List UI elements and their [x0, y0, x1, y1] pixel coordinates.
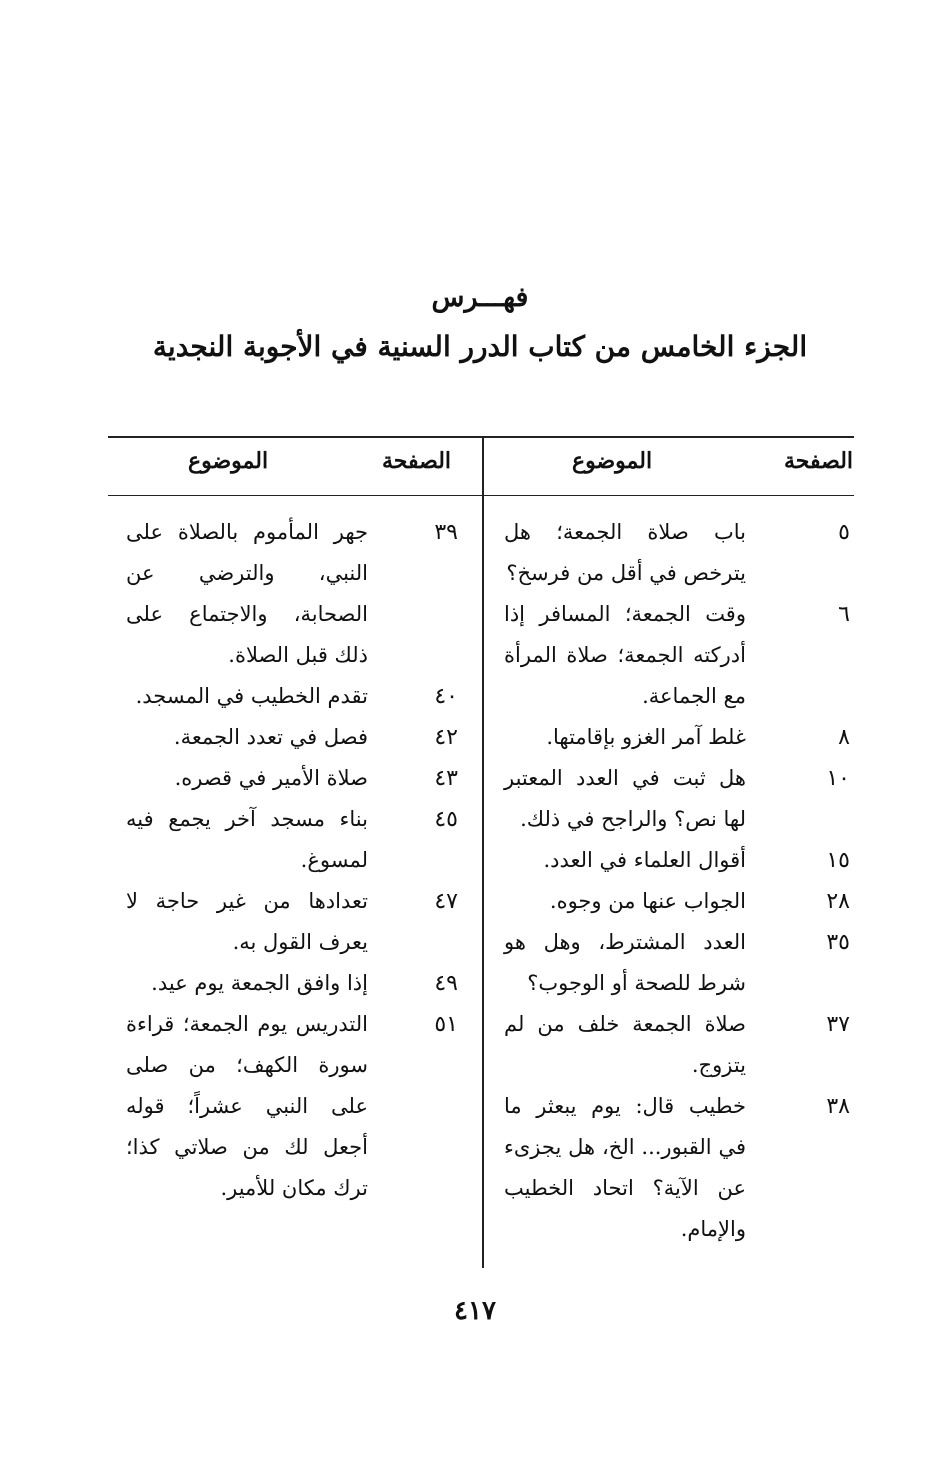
- index-entry: [500, 1004, 856, 1086]
- index-entry: [108, 799, 464, 881]
- table-header-rule: [108, 495, 854, 496]
- index-entry: [500, 512, 856, 594]
- index-entry: [500, 717, 856, 758]
- entry-page: ١٠: [826, 766, 850, 791]
- entry-topic: أقوال العلماء في العدد.: [543, 848, 746, 872]
- entry-page: ٣٧: [826, 1012, 850, 1037]
- page-subtitle: الجزء الخامس من كتاب الدرر السنية في الأجوبة النجدية: [152, 330, 808, 363]
- entry-page: ٦: [838, 602, 850, 627]
- entry-topic: غلط آمر الغزو بإقامتها.: [546, 725, 746, 749]
- entry-topic: صلاة الأمير في قصره.: [174, 766, 368, 790]
- entry-topic: جهر المأموم بالصلاة على النبي، والترضي عن الصحابة، والاجتماع على ذلك قبل الصلاة.: [126, 520, 368, 667]
- index-entry: [500, 881, 856, 922]
- entry-page: ٤٧: [434, 889, 458, 914]
- index-entry: [108, 758, 464, 799]
- entry-topic: تقدم الخطيب في المسجد.: [135, 684, 368, 708]
- column-divider: [482, 436, 484, 1268]
- entry-page: ٨: [838, 725, 850, 750]
- index-entry: [500, 594, 856, 717]
- entry-page: ٣٨: [826, 1094, 850, 1119]
- header-page-left: الصفحة: [382, 448, 452, 474]
- index-entry: [108, 963, 464, 1004]
- entry-page: ٤٢: [434, 725, 458, 750]
- header-page-right: الصفحة: [784, 448, 854, 474]
- entry-page: ١٥: [826, 848, 850, 873]
- entry-topic: وقت الجمعة؛ المسافر إذا أدركته الجمعة؛ صلاة المرأة مع الجماعة.: [504, 602, 746, 708]
- entry-page: ٣٥: [826, 930, 850, 955]
- entry-page: ٤٥: [434, 807, 458, 832]
- index-column-right: [500, 512, 856, 1250]
- index-entry: [500, 1086, 856, 1250]
- index-entry: [108, 881, 464, 963]
- entry-topic: العدد المشترط، وهل هو شرط للصحة أو الوجوب؟: [504, 930, 746, 995]
- entry-page: ٥: [838, 520, 850, 545]
- entry-topic: خطيب قال: يوم يبعثر ما في القبور... الخ، هل يجزىء عن الآية؟ اتحاد الخطيب والإمام.: [504, 1094, 746, 1241]
- entry-topic: بناء مسجد آخر يجمع فيه لمسوغ.: [126, 807, 368, 872]
- table-top-rule: [108, 436, 854, 438]
- header-topic-left: الموضوع: [188, 448, 269, 474]
- index-entry: [108, 512, 464, 676]
- entry-topic: هل ثبت في العدد المعتبر لها نص؟ والراجح في ذلك.: [504, 766, 746, 831]
- index-entry: [500, 922, 856, 1004]
- entry-page: ٤٠: [434, 684, 458, 709]
- page-title: فهـــرس: [431, 282, 529, 313]
- entry-page: ٥١: [434, 1012, 458, 1037]
- index-entry: [108, 1004, 464, 1209]
- index-entry: [500, 840, 856, 881]
- entry-topic: فصل في تعدد الجمعة.: [173, 725, 368, 749]
- entry-topic: إذا وافق الجمعة يوم عيد.: [151, 971, 368, 995]
- entry-topic: تعدادها من غير حاجة لا يعرف القول به.: [126, 889, 368, 954]
- entry-topic: التدريس يوم الجمعة؛ قراءة سورة الكهف؛ من صلى على النبي عشراً؛ قوله أجعل لك من صلاتي كذا؛ ترك مكان للأمير.: [126, 1012, 368, 1200]
- header-topic-right: الموضوع: [572, 448, 653, 474]
- index-entry: [108, 676, 464, 717]
- entry-topic: باب صلاة الجمعة؛ هل يترخص في أقل من فرسخ؟: [504, 520, 746, 585]
- entry-topic: صلاة الجمعة خلف من لم يتزوج.: [504, 1012, 746, 1077]
- entry-topic: الجواب عنها من وجوه.: [549, 889, 746, 913]
- index-column-left: [108, 512, 464, 1209]
- page-number: ٤١٧: [454, 1296, 496, 1326]
- entry-page: ٢٨: [826, 889, 850, 914]
- index-entry: [500, 758, 856, 840]
- entry-page: ٤٩: [434, 971, 458, 996]
- index-entry: [108, 717, 464, 758]
- entry-page: ٤٣: [434, 766, 458, 791]
- entry-page: ٣٩: [434, 520, 458, 545]
